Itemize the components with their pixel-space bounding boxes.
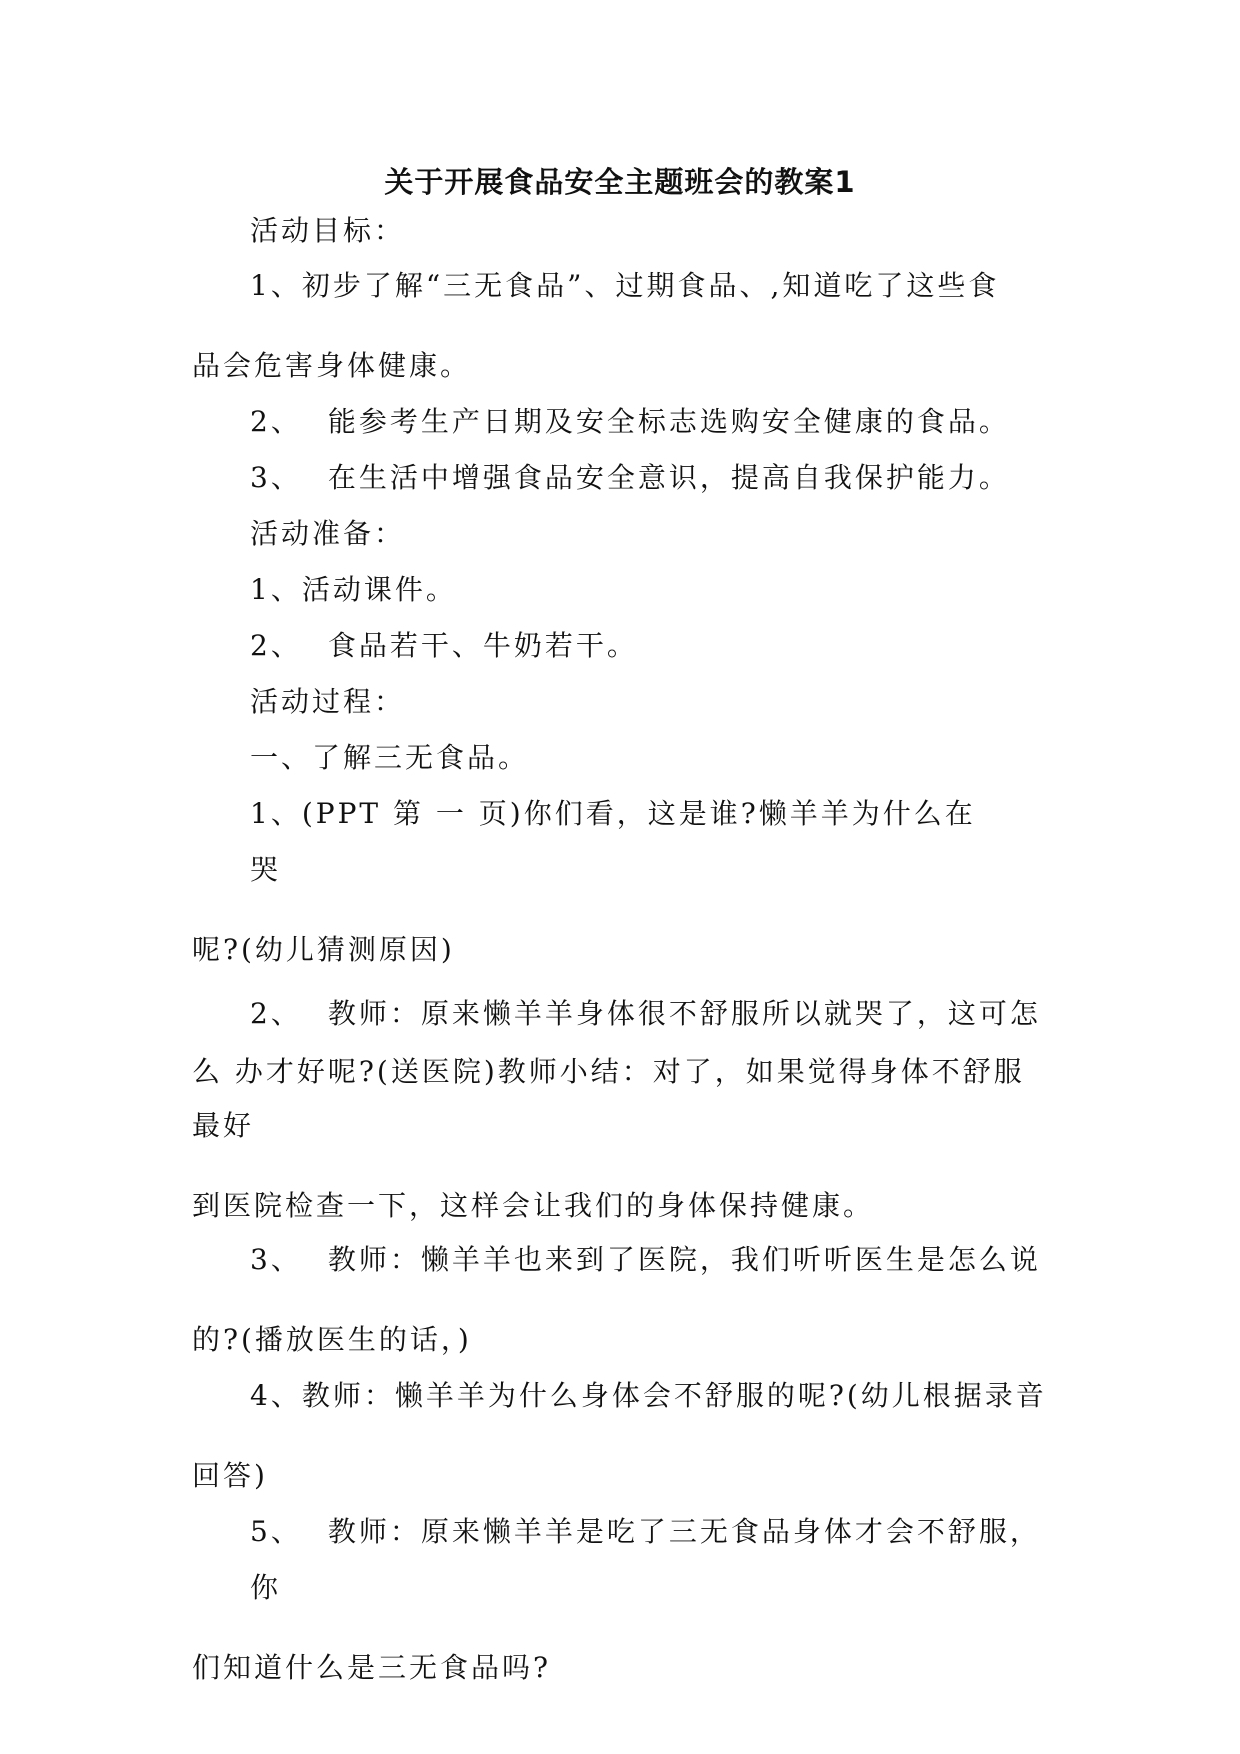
step-1-line-c: 呢?(幼儿猜测原因)	[192, 933, 455, 966]
step-1-line-b: 哭	[250, 853, 282, 886]
goal-3	[250, 460, 1010, 496]
prep-item-1: 1、活动课件。	[250, 573, 457, 606]
goal-2-text: 能参考生产日期及安全标志选购安全健康的食品。	[327, 405, 1010, 438]
goal-2-number: 2、	[250, 405, 302, 438]
prep-item-2-number: 2、	[250, 629, 302, 662]
step-2-line-a	[250, 996, 1041, 1032]
step-2-line-b: 么 办才好呢?(送医院)教师小结：对了，如果觉得身体不舒服	[192, 1055, 1025, 1088]
step-5-line-b: 你	[250, 1571, 282, 1604]
step-5-text-a: 教师：原来懒羊羊是吃了三无食品身体才会不舒服，	[327, 1515, 1041, 1548]
step-3-number: 3、	[250, 1243, 302, 1276]
goal-3-text: 在生活中增强食品安全意识，提高自我保护能力。	[327, 461, 1010, 494]
step-4-line-b: 回答)	[192, 1459, 268, 1492]
step-2-line-d: 到医院检查一下，这样会让我们的身体保持健康。	[192, 1189, 875, 1222]
goal-3-number: 3、	[250, 461, 302, 494]
step-3-line-b: 的?(播放医生的话，)	[192, 1323, 472, 1356]
step-2-line-c: 最好	[192, 1109, 255, 1142]
step-5-number: 5、	[250, 1515, 302, 1548]
step-3-line-a	[250, 1242, 1041, 1278]
step-2-text-a: 教师：原来懒羊羊身体很不舒服所以就哭了，这可怎	[327, 997, 1041, 1030]
goal-2	[250, 404, 1010, 440]
step-1-line-a: 1、(PPT 第 一 页)你们看，这是谁?懒羊羊为什么在	[250, 797, 976, 830]
step-4-line-a: 4、教师：懒羊羊为什么身体会不舒服的呢?(幼儿根据录音	[250, 1379, 1047, 1412]
step-5-line-a	[250, 1514, 1041, 1550]
process-heading: 活动过程：	[250, 685, 406, 718]
prep-heading: 活动准备：	[250, 517, 406, 550]
step-2-number: 2、	[250, 997, 302, 1030]
step-5-line-c: 们知道什么是三无食品吗?	[192, 1651, 552, 1684]
document-title: 关于开展食品安全主题班会的教案1	[384, 165, 856, 199]
goal-1-line-b: 品会危害身体健康。	[192, 349, 472, 382]
goal-heading: 活动目标：	[250, 214, 406, 247]
prep-item-2	[250, 628, 638, 664]
section-1-heading: 一、了解三无食品。	[250, 741, 530, 774]
step-3-text-a: 教师：懒羊羊也来到了医院，我们听听医生是怎么说	[327, 1243, 1041, 1276]
prep-item-2-text: 食品若干、牛奶若干。	[327, 629, 638, 662]
goal-1-line-a: 1、初步了解“三无食品”、过期食品、,知道吃了这些食	[250, 269, 1000, 302]
